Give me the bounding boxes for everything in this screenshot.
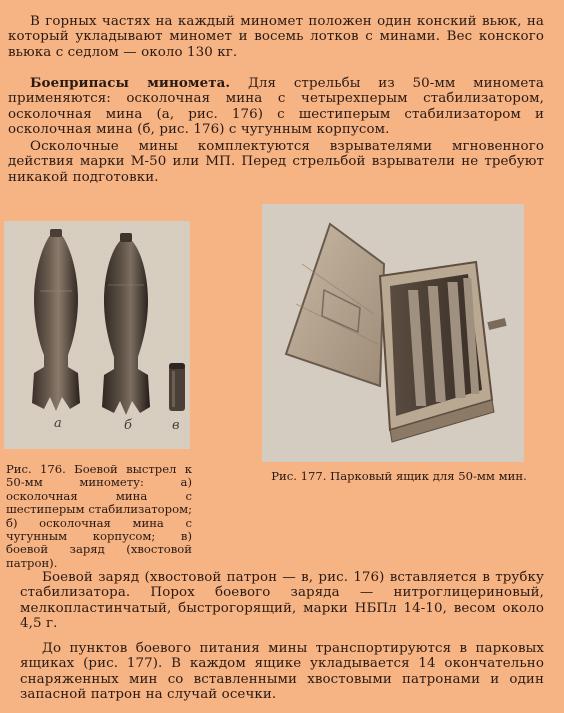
figure-177-photo: [262, 204, 524, 462]
figure-176-photo: [4, 221, 190, 449]
paragraph-ammunition-body: Для стрельбы из 50-мм миномета применяются: осколочная мина с четырехперым стабилизатором, осколочная мина (а, рис. 176) с шестиперым стабилизатором и осколочная мина (б, рис. 176) с чугунным корпусом.: [8, 76, 544, 138]
figure-177-image: [262, 204, 524, 462]
figure-176-caption: Рис. 176. Боевой выстрел к 50-мм миномету: а) осколочная мина с шестиперым стабилизатором; б) осколочная мина с чугунным корпусом; в) боевой заряд (хвостовой патрон).: [6, 462, 192, 570]
figure-176-label-b: б: [124, 418, 132, 433]
paragraph-fuzes: Осколочные мины комплектуются взрывателями мгновенного действия марки М-50 или МП. Перед стрельбой взрыватели не требуют никакой подготовки.: [8, 139, 544, 185]
figure-177-caption: Рис. 177. Парковый ящик для 50-мм мин.: [271, 469, 527, 483]
paragraph-transport: До пунктов боевого питания мины транспортируются в парковых ящиках (рис. 177). В каждом ящике укладывается 14 окончательно снаряженных мин со вставленными хвостовыми патронами и один запасной патрон на случай осечки.: [20, 641, 544, 703]
figure-176-label-a: а: [54, 416, 62, 431]
figure-176-image: [4, 221, 190, 449]
figure-176-label-c: в: [172, 418, 180, 433]
paragraph-charge: Боевой заряд (хвостовой патрон — в, рис. 176) вставляется в трубку стабилизатора. Порох боевого заряда — нитроглицериновый, мелкопластинчатый, быстрогорящий, марки НБПл 14-10, весом около 4,5 г.: [20, 570, 544, 632]
tail-cartridge-shape: [169, 363, 185, 411]
paragraph-mountain-units: В горных частях на каждый миномет положен один конский вьюк, на который укладывают миномет и восемь лотков с минами. Вес конского вьюка с седлом — около 130 кг.: [8, 14, 544, 60]
paragraph-ammunition: [8, 76, 544, 138]
section-heading-ammunition: Боеприпасы миномета.: [30, 75, 231, 91]
